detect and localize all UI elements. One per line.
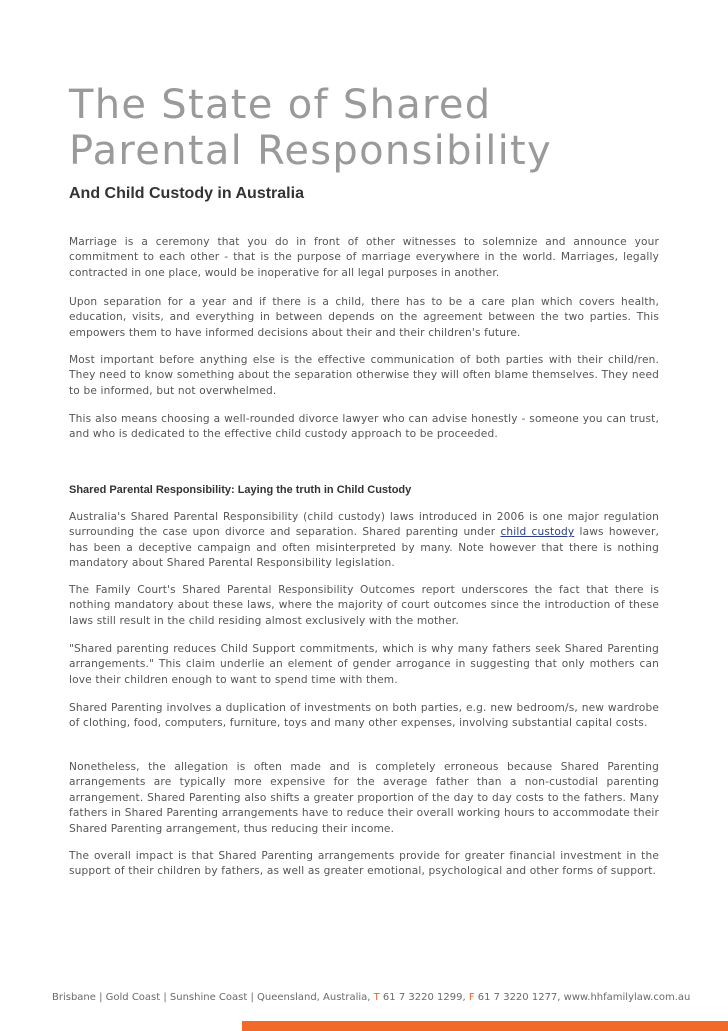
- footer-fax: 61 7 3220 1277,: [477, 992, 561, 1003]
- section-paragraph-4: Shared Parenting involves a duplication of investments on both parties, e.g. new bedroom/s, new wardrobe of clothing, food, computers, furniture, toys and many other expenses, involving substantial capital costs.: [69, 702, 659, 730]
- footer-locations: Brisbane | Gold Coast | Sunshine Coast | Queensland, Australia,: [52, 992, 371, 1003]
- child-custody-link[interactable]: child custody: [500, 526, 575, 539]
- section-paragraph-5: Nonetheless, the allegation is often made and is completely erroneous because Shared Parenting arrangements are typically more expensive for the average father than a non-custodial parenting arrangement. Shared Parenting also shifts a greater proportion of the day to day costs to the fathers. Many fathers in Shared Parenting arrangements have to reduce their overall working hours to accommodate their Shared Parenting arrangement, thus reducing their income.: [69, 761, 659, 835]
- section-paragraph-1: [69, 510, 659, 572]
- intro-paragraph-2: Upon separation for a year and if there is a child, there has to be a care plan which covers health, education, visits, and everything in between depends on the agreement between the two parties. This empowers them to have informed decisions about their and their children's future.: [69, 296, 659, 339]
- intro-paragraph-3: Most important before anything else is the effective communication of both parties with their child/ren. They need to know something about the separation otherwise they will often blame themselves. They need to be informed, but not overwhelmed.: [69, 354, 659, 397]
- footer-fax-label: F: [468, 992, 475, 1003]
- intro-paragraph-1: Marriage is a ceremony that you do in front of other witnesses to solemnize and announce your commitment to each other - that is the purpose of marriage everywhere in the world. Marriages, legally contracted in one place, would be inoperative for all legal purposes in another.: [69, 236, 659, 279]
- footer-phone-label: T: [373, 992, 380, 1003]
- section-paragraph-1-start: Australia's Shared Parental Responsibility (child custody) laws introduced in 2006 is one major regulation surrounding the case upon divorce and separation. Shared parenting under: [69, 511, 659, 539]
- footer-contact: [52, 992, 692, 1003]
- footer-accent-bar: [242, 1021, 728, 1031]
- intro-paragraph-4: This also means choosing a well-rounded divorce lawyer who can advise honestly - someone you can trust, and who is dedicated to the effective child custody approach to be proceeded.: [69, 413, 659, 441]
- footer-website-link[interactable]: www.hhfamilylaw.com.au: [563, 992, 691, 1003]
- footer-phone: 61 7 3220 1299,: [382, 992, 466, 1003]
- section-paragraph-2: The Family Court's Shared Parental Responsibility Outcomes report underscores the fact that there is nothing mandatory about these laws, where the majority of court outcomes since the introduction of these laws still result in the child residing almost exclusively with the mother.: [69, 584, 659, 627]
- section-heading: Shared Parental Responsibility: Laying the truth in Child Custody: [69, 484, 412, 496]
- page-subtitle: And Child Custody in Australia: [69, 185, 304, 202]
- section-paragraph-3: "Shared parenting reduces Child Support commitments, which is why many fathers seek Shared Parenting arrangements." This claim underlie an element of gender arrogance in suggesting that only mothers can love their children enough to want to spend time with them.: [69, 643, 659, 686]
- page-title: The State of Shared Parental Responsibility: [69, 82, 552, 174]
- section-paragraph-1-end: laws however, has been a deceptive campaign and often misinterpreted by many. Note however that there is nothing mandatory about Shared Parental Responsibility legislation.: [69, 526, 659, 570]
- section-paragraph-6: The overall impact is that Shared Parenting arrangements provide for greater financial investment in the support of their children by fathers, as well as greater emotional, psychological and other forms of support.: [69, 850, 659, 878]
